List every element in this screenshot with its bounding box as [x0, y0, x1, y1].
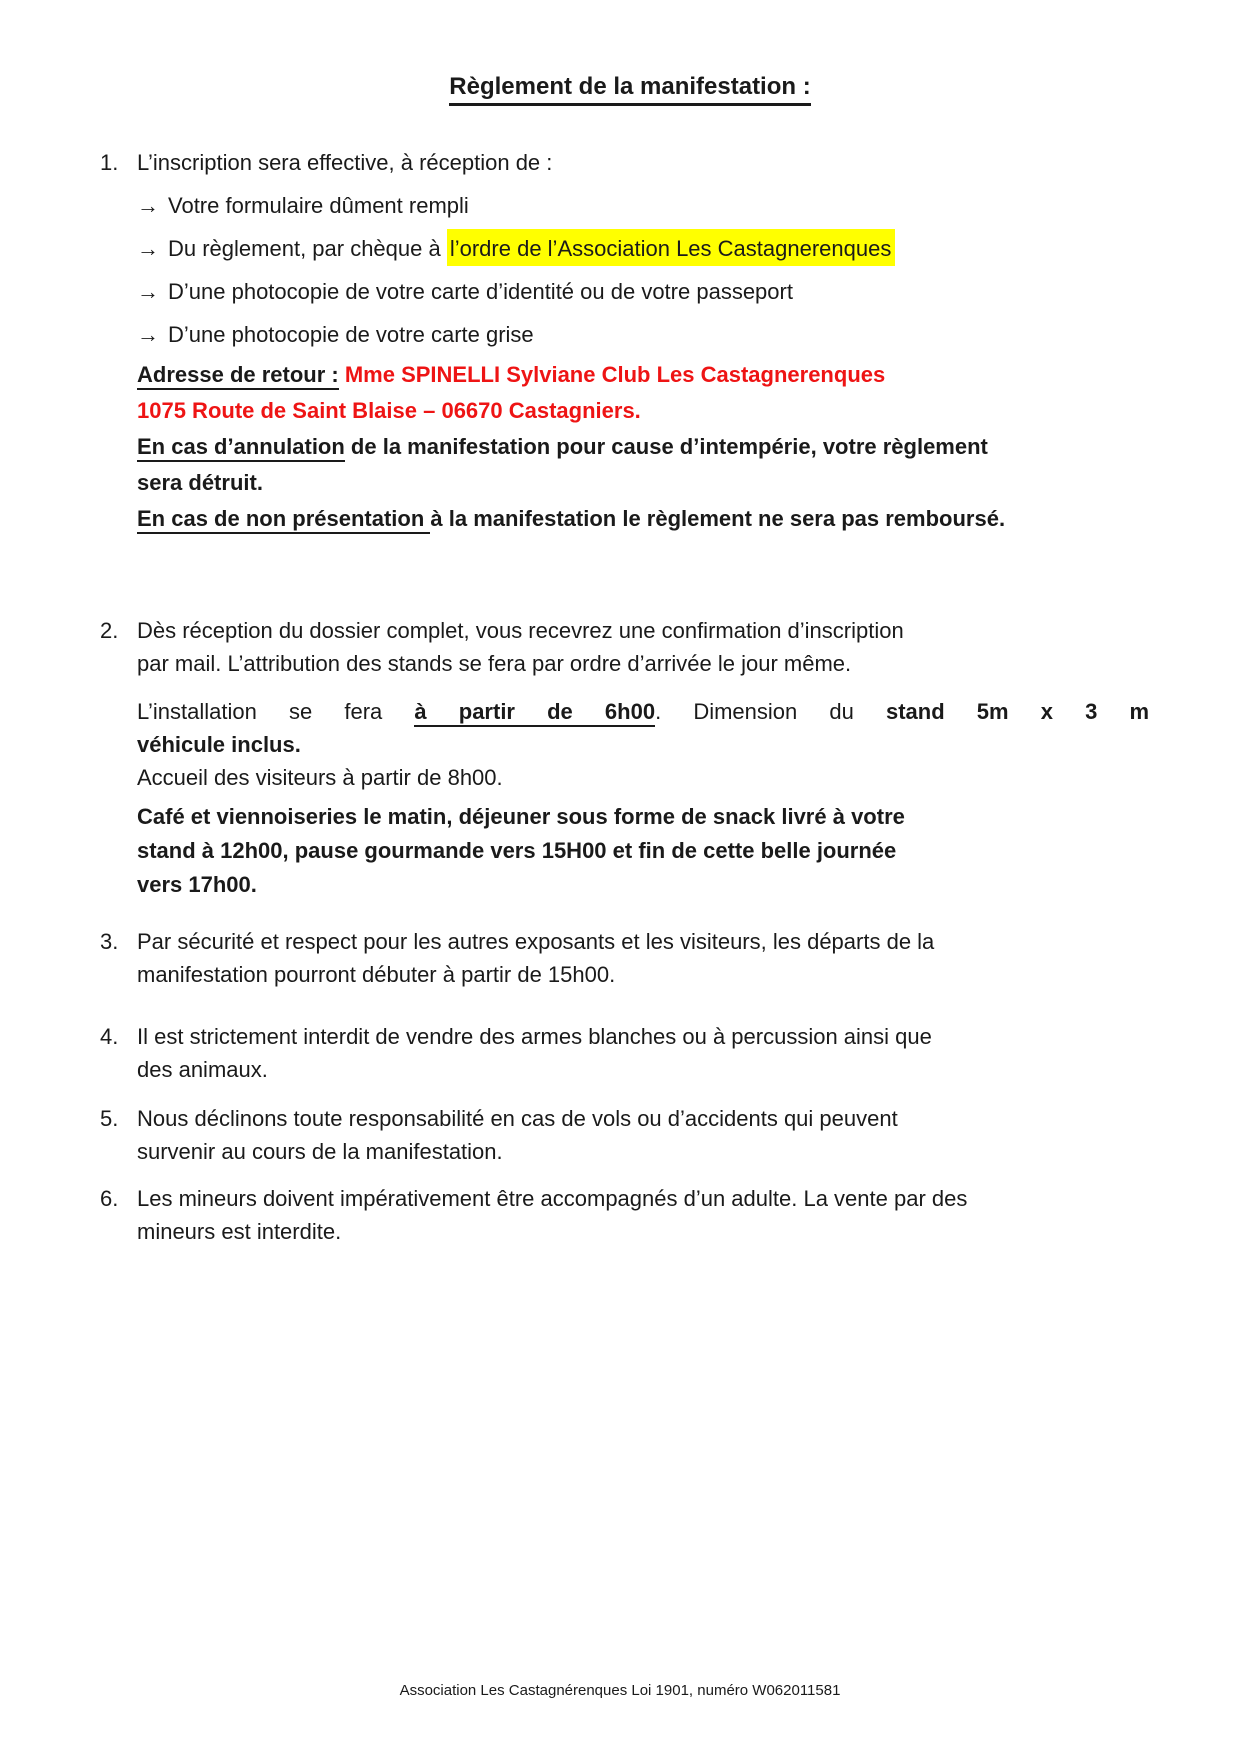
page-title-text: Règlement de la manifestation :	[449, 73, 810, 106]
cancellation-clause-line-2: sera détruit.	[137, 470, 263, 495]
item-1-number: 1.	[100, 150, 119, 175]
item-2-number: 2.	[100, 618, 119, 643]
bullet-id-copy	[137, 275, 1149, 308]
item-5-number: 5.	[100, 1106, 119, 1131]
item-5-body	[137, 1102, 1149, 1168]
arrow-bullet-icon: →	[137, 236, 159, 261]
bullet-payment-text: Du règlement, par chèque à	[168, 236, 447, 261]
catering-line-3: vers 17h00.	[137, 872, 257, 897]
list-item-3	[100, 925, 1160, 991]
bullet-registration-copy-text: D’une photocopie de votre carte grise	[168, 322, 534, 347]
return-address-block	[137, 357, 1149, 537]
installation-line-1	[137, 695, 1149, 728]
installation-mid-text: . Dimension du	[655, 699, 886, 724]
return-address-line-2: 1075 Route de Saint Blaise – 06670 Castagniers.	[137, 398, 641, 423]
list-item-1	[100, 146, 1160, 537]
item-3-body	[137, 925, 1149, 991]
item-2-body	[137, 614, 1149, 902]
installation-pre-text: L’installation se fera	[137, 699, 415, 724]
arrow-bullet-icon: →	[137, 322, 159, 347]
installation-paragraph	[137, 695, 1149, 761]
installation-time: à partir de 6h00	[414, 699, 655, 727]
arrow-bullet-icon: →	[137, 279, 159, 304]
forbidden-items-line-2: des animaux.	[137, 1057, 268, 1082]
highlighted-payee-text: l’ordre de l’Association Les Castagnerenques	[447, 229, 895, 266]
catering-line-1: Café et viennoiseries le matin, déjeuner sous forme de snack livré à votre	[137, 804, 905, 829]
bullet-id-copy-text: D’une photocopie de votre carte d’identité ou de votre passeport	[168, 279, 793, 304]
minors-line-2: mineurs est interdite.	[137, 1219, 342, 1244]
arrow-bullet-icon: →	[137, 193, 159, 218]
item-1-body	[137, 146, 1149, 537]
liability-line-1: Nous déclinons toute responsabilité en cas de vols ou d’accidents qui peuvent	[137, 1106, 898, 1131]
bullet-form	[137, 189, 1149, 222]
item-6-number: 6.	[100, 1186, 119, 1211]
installation-line-2: véhicule inclus.	[137, 732, 301, 757]
forbidden-items-line-1: Il est strictement interdit de vendre des armes blanches ou à percussion ainsi que	[137, 1024, 932, 1049]
liability-line-2: survenir au cours de la manifestation.	[137, 1139, 503, 1164]
departures-line-1: Par sécurité et respect pour les autres exposants et les visiteurs, les départs de la	[137, 929, 935, 954]
return-address-name: Mme SPINELLI Sylviane Club Les Castagnerenques	[338, 362, 886, 387]
list-item-4	[100, 1020, 1160, 1086]
list-item-5	[100, 1102, 1160, 1168]
confirmation-paragraph-line-2: par mail. L’attribution des stands se fera par ordre d’arrivée le jour même.	[137, 651, 852, 676]
stand-dimension: stand 5m x 3 m	[885, 699, 1149, 724]
bullet-payment	[137, 232, 1149, 265]
cancellation-text: de la manifestation pour cause d’intempérie, votre règlement	[344, 434, 988, 459]
bullet-form-text: Votre formulaire dûment rempli	[168, 193, 469, 218]
item-3-number: 3.	[100, 929, 119, 954]
minors-line-1: Les mineurs doivent impérativement être accompagnés d’un adulte. La vente par des	[137, 1186, 968, 1211]
cancellation-clause-line-1	[137, 429, 1149, 465]
footer-association-info: Association Les Castagnérenques Loi 1901, numéro W062011581	[399, 1682, 841, 1699]
document-content	[100, 0, 1160, 1248]
bullet-registration-copy	[137, 318, 1149, 351]
page-title	[100, 0, 1160, 102]
departures-line-2: manifestation pourront débuter à partir de 15h00.	[137, 962, 616, 987]
no-show-label: En cas de non présentation	[137, 506, 430, 534]
item-1-heading: L’inscription sera effective, à réception de :	[137, 150, 553, 175]
list-item-2	[100, 614, 1160, 902]
item-4-body	[137, 1020, 1149, 1086]
confirmation-paragraph-line-1: Dès réception du dossier complet, vous recevrez une confirmation d’inscription	[137, 618, 904, 643]
return-address-label: Adresse de retour :	[137, 362, 339, 390]
return-address-line-1	[137, 357, 1149, 393]
item-6-body	[137, 1182, 1149, 1248]
item-4-number: 4.	[100, 1024, 119, 1049]
cancellation-label: En cas d’annulation	[137, 434, 345, 462]
no-show-clause-line	[137, 501, 1149, 537]
visitors-opening-line: Accueil des visiteurs à partir de 8h00.	[137, 765, 503, 790]
catering-paragraph	[137, 800, 1149, 902]
catering-line-2: stand à 12h00, pause gourmande vers 15H00 et fin de cette belle journée	[137, 838, 897, 863]
list-item-6	[100, 1182, 1160, 1248]
no-show-text: à la manifestation le règlement ne sera pas remboursé.	[430, 506, 1006, 531]
